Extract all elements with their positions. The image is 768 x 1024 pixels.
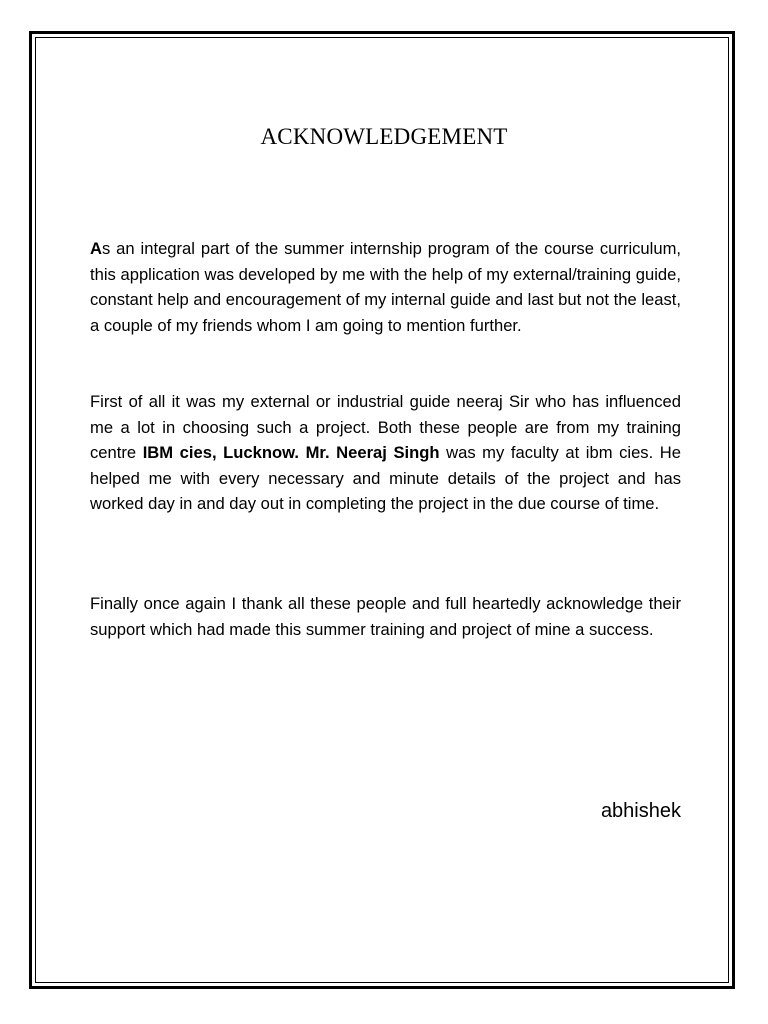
paragraph-guides bbox=[90, 389, 681, 517]
document-title: ACKNOWLEDGEMENT bbox=[260, 124, 508, 149]
paragraph-guides-bold: IBM cies, Lucknow. Mr. Neeraj Singh bbox=[142, 443, 440, 462]
paragraph-closing: Finally once again I thank all these people and full heartedly acknowledge their support which had made this summer training and project of mine a success. bbox=[90, 594, 681, 639]
paragraph-intro bbox=[90, 236, 681, 338]
signature: abhishek bbox=[600, 800, 681, 822]
paragraph-guides-text-after: was my faculty at ibm cies. He helped me with every necessary and minute details of the project and has worked day in and day out in completing the project in the due course of time. bbox=[90, 443, 681, 513]
paragraph-intro-text: s an integral part of the summer internship program of the course curriculum, this application was developed by me with the help of my external/training guide, constant help and encouragement of my internal guide and last but not the least, a couple of my friends whom I am going to mention further. bbox=[90, 239, 681, 335]
paragraph-guides-text-before: First of all it was my external or industrial guide neeraj Sir who has influenced me a lot in choosing such a project. Both these people are from my training centre bbox=[90, 392, 681, 462]
drop-initial: A bbox=[90, 239, 102, 258]
